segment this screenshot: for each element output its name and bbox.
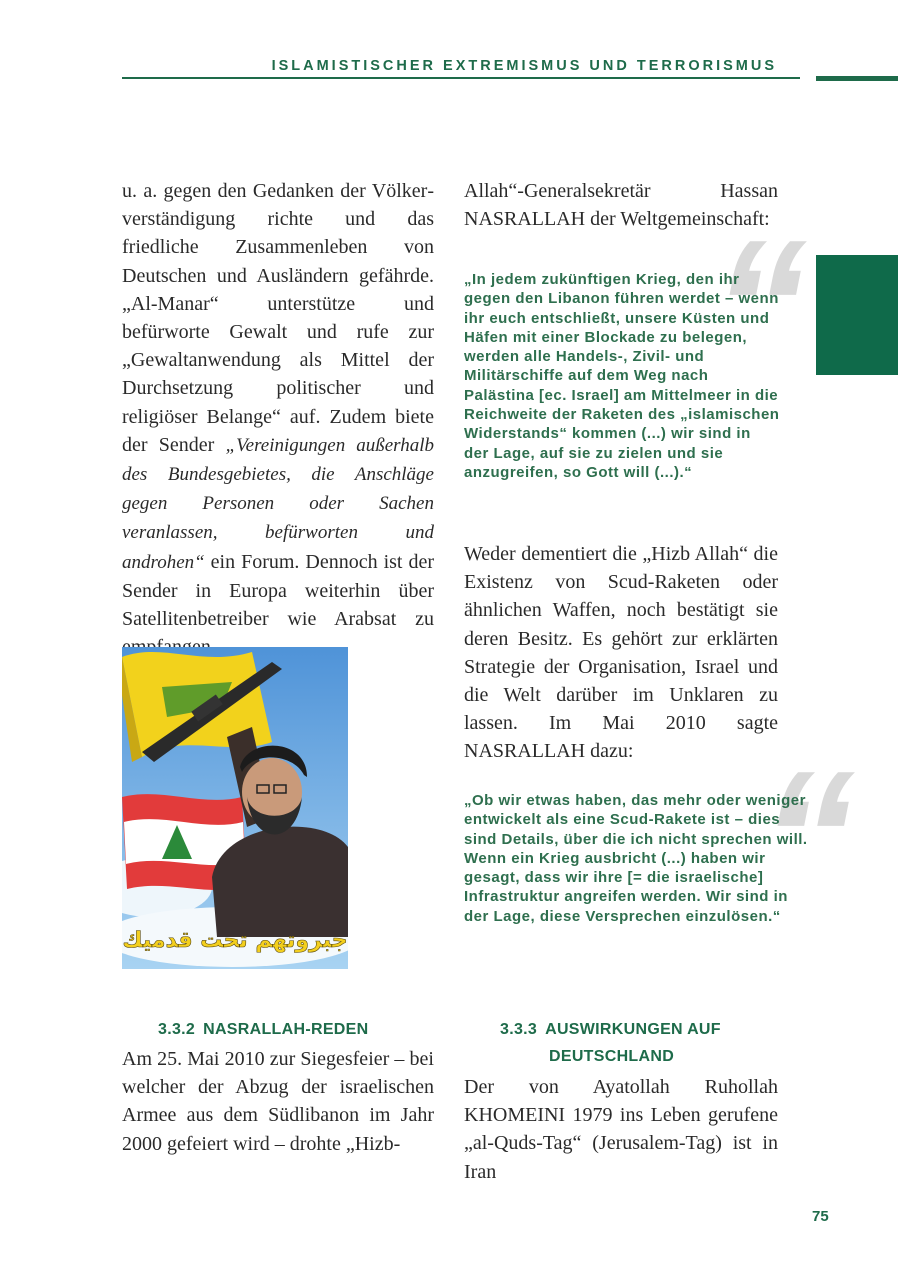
poster-caption: جبروتهم تحت قدميك bbox=[122, 928, 348, 953]
section-number: 3.3.3 bbox=[500, 1021, 538, 1038]
section-number: 3.3.2 bbox=[158, 1021, 196, 1038]
chapter-side-tab bbox=[816, 255, 898, 375]
header-rule-accent bbox=[816, 76, 898, 81]
hezbollah-poster-image bbox=[122, 647, 348, 969]
quote-mark-icon: “ bbox=[760, 732, 855, 944]
section-heading-333-line2: DEUTSCHLAND bbox=[549, 1048, 675, 1065]
section-333-text: Der von Ayatollah Ruhollah KHOMEINI 1979 ins Leben gerufene „al-Quds-Tag“ (Jerusalem-Tag) ist in Iran bbox=[464, 1076, 778, 1183]
running-header: ISLAMISTISCHER EXTREMISMUS UND TERRORISMUS bbox=[271, 58, 777, 74]
quote-block-2 bbox=[464, 732, 855, 944]
section-title-line1: AUSWIRKUNGEN AUF bbox=[545, 1021, 721, 1038]
right-paragraph-1: Allah“-Generalsekretär Hassan NASRALLAH der Weltgemeinschaft: bbox=[464, 180, 778, 231]
quote-1-text: „In jedem zukünftigen Krieg, den ihr gegen den Libanon führen werdet – wenn ihr euch entschließt, unsere Küsten und Häfen mit einer Blockade zu belegen, werden alle Handels-, Zivil- und Militärschiffe auf dem Weg nach Palästina [ec. Israel] am Mittelmeer in die Reichweite der Raketen des „islamischen Widerstands“ kommen (...) wir sind in der Lage, auf sie zu zielen und sie anzugreifen, so Gott will (...).“ bbox=[464, 271, 780, 481]
section-heading-332 bbox=[158, 1021, 368, 1039]
left-paragraph-citation: „Vereinigungen außerhalb des Bundesgebietes, die Anschläge gegen Personen oder Sachen veranlassen, befürworten und androhen“ bbox=[122, 434, 434, 573]
section-heading-333 bbox=[500, 1021, 721, 1039]
section-332-text: Am 25. Mai 2010 zur Siegesfeier – bei welcher der Abzug der israelischen Armee aus dem Südlibanon im Jahr 2000 gefeiert wird – drohte „Hizb- bbox=[122, 1048, 434, 1155]
left-paragraph bbox=[122, 177, 434, 661]
left-paragraph-text-a: u. a. gegen den Gedanken der Völkerverständigung richte und das friedliche Zusammenleben von Deutschen und Ausländern gefährde. „Al-Manar“ unterstütze und befürworte Gewalt und rufe zur „Gewaltanwendung als Mittel der Durchsetzung politischer und religiöser Belange“ auf. Zudem biete der Sender bbox=[122, 180, 434, 456]
left-paragraph-text-b: ein Forum. Dennoch ist der Sender in Europa weiterhin über Satellitenbetreiber wie Arabsat zu bbox=[122, 550, 434, 631]
page-number: 75 bbox=[812, 1208, 829, 1225]
section-333-body bbox=[464, 1073, 778, 1186]
right-paragraph-2: Weder dementiert die „Hizb Allah“ die Existenz von Scud-Raketen oder ähnlichen Waffen, noch bestätigt sie deren Besitz. Es gehört zur erklärten Strategie der Organisation, Israel und die Welt darüber im Unklaren zu lassen. Im Mai 2010 sagte NASRALLAH dazu: bbox=[464, 543, 778, 763]
poster-illustration bbox=[122, 647, 348, 969]
header-rule bbox=[122, 77, 800, 79]
section-title: NASRALLAH-REDEN bbox=[203, 1021, 369, 1038]
right-paragraph-2-wrap bbox=[464, 540, 778, 766]
left-column bbox=[122, 177, 434, 661]
quote-2-text: „Ob wir etwas haben, das mehr oder weniger entwickelt als eine Scud-Rakete ist – dies sind Details, über die ich nicht sprechen will. Wenn ein Krieg ausbricht (...) haben wir gesagt, dass wir ihre [= die israelische] Infrastruktur angreifen werden. Wir sind in der Lage, diese Versprechen einzulösen.“ bbox=[464, 792, 808, 925]
quote-mark-icon: “ bbox=[712, 201, 807, 413]
section-332-body bbox=[122, 1045, 434, 1158]
